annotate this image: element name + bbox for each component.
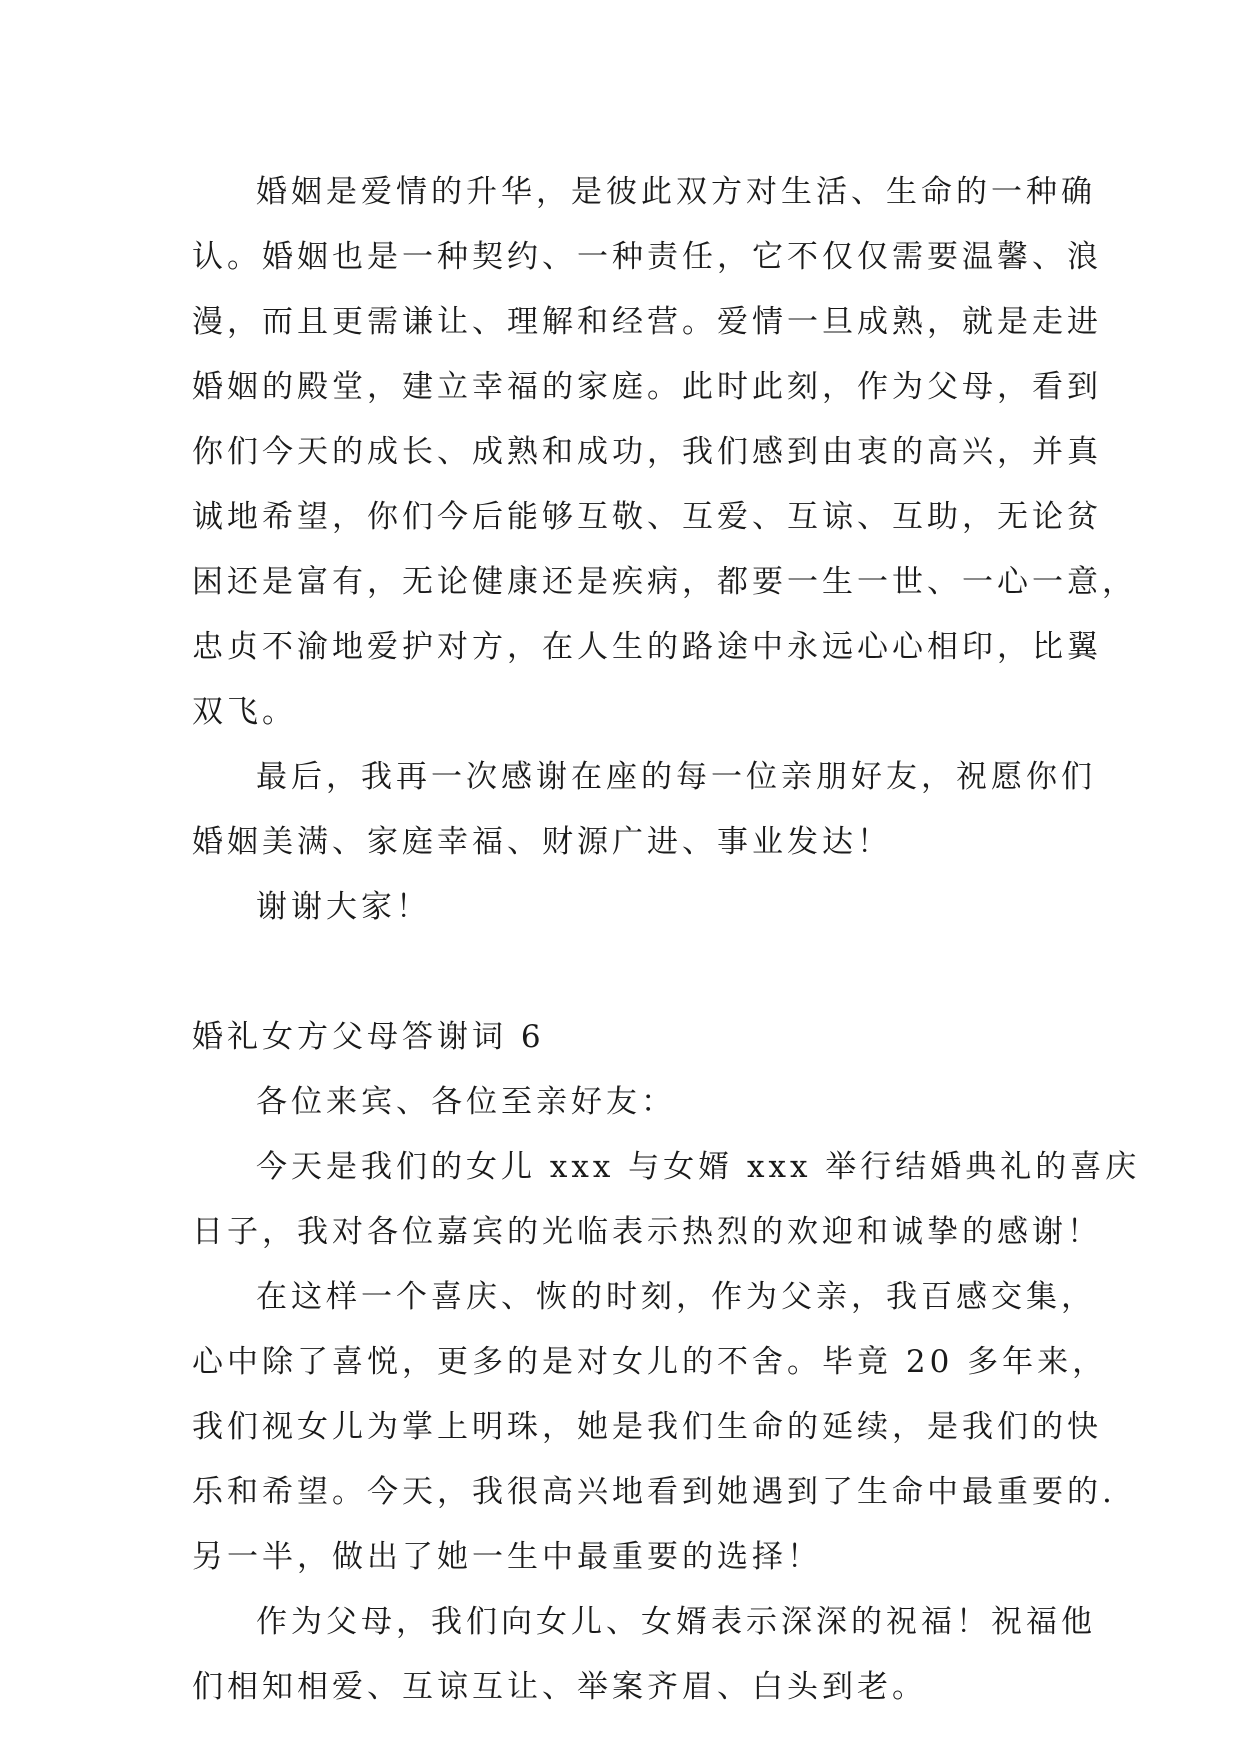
paragraph-line: 最后，我再一次感谢在座的每一位亲朋好友，祝愿你们 [256, 759, 1096, 795]
paragraph-line: 乐和希望。今天，我很高兴地看到她遇到了生命中最重要的. [192, 1474, 1116, 1510]
paragraph-line: 忠贞不渝地爱护对方，在人生的路途中永远心心相印，比翼 [192, 629, 1102, 665]
paragraph-line: 认。婚姻也是一种契约、一种责任，它不仅仅需要温馨、浪 [192, 239, 1102, 275]
paragraph-line: 今天是我们的女儿 xxx 与女婿 xxx 举行结婚典礼的喜庆 [256, 1149, 1141, 1185]
paragraph-line: 另一半，做出了她一生中最重要的选择！ [192, 1539, 822, 1575]
paragraph-line: 日子，我对各位嘉宾的光临表示热烈的欢迎和诚挚的感谢！ [192, 1214, 1102, 1250]
document-body [192, 160, 1141, 1720]
paragraph-line: 在这样一个喜庆、恢的时刻，作为父亲，我百感交集， [256, 1279, 1096, 1315]
paragraph-line: 双飞。 [192, 694, 297, 730]
paragraph-line: 诚地希望，你们今后能够互敬、互爱、互谅、互助，无论贫 [192, 499, 1102, 535]
paragraph-line: 心中除了喜悦，更多的是对女儿的不舍。毕竟 20 多年来， [192, 1344, 1108, 1380]
paragraph-line: 漫，而且更需谦让、理解和经营。爱情一旦成熟，就是走进 [192, 304, 1102, 340]
paragraph-line: 作为父母，我们向女儿、女婿表示深深的祝福！祝福他 [256, 1604, 1096, 1640]
paragraph-line: 婚姻的殿堂，建立幸福的家庭。此时此刻，作为父母，看到 [192, 369, 1102, 405]
paragraph-line: 们相知相爱、互谅互让、举案齐眉、白头到老。 [192, 1669, 927, 1705]
paragraph-line: 婚姻是爱情的升华，是彼此双方对生活、生命的一种确 [256, 174, 1096, 210]
section-spacer [192, 940, 1052, 1005]
paragraph-line: 困还是富有，无论健康还是疾病，都要一生一世、一心一意， [192, 564, 1137, 600]
paragraph-line: 你们今天的成长、成熟和成功，我们感到由衷的高兴，并真 [192, 434, 1102, 470]
paragraph-line: 婚姻美满、家庭幸福、财源广进、事业发达！ [192, 824, 892, 860]
greeting-line: 各位来宾、各位至亲好友： [256, 1084, 676, 1120]
closing-thanks: 谢谢大家！ [256, 889, 431, 925]
section-title: 婚礼女方父母答谢词 6 [192, 1019, 545, 1055]
paragraph-line: 我们视女儿为掌上明珠，她是我们生命的延续，是我们的快 [192, 1409, 1102, 1445]
